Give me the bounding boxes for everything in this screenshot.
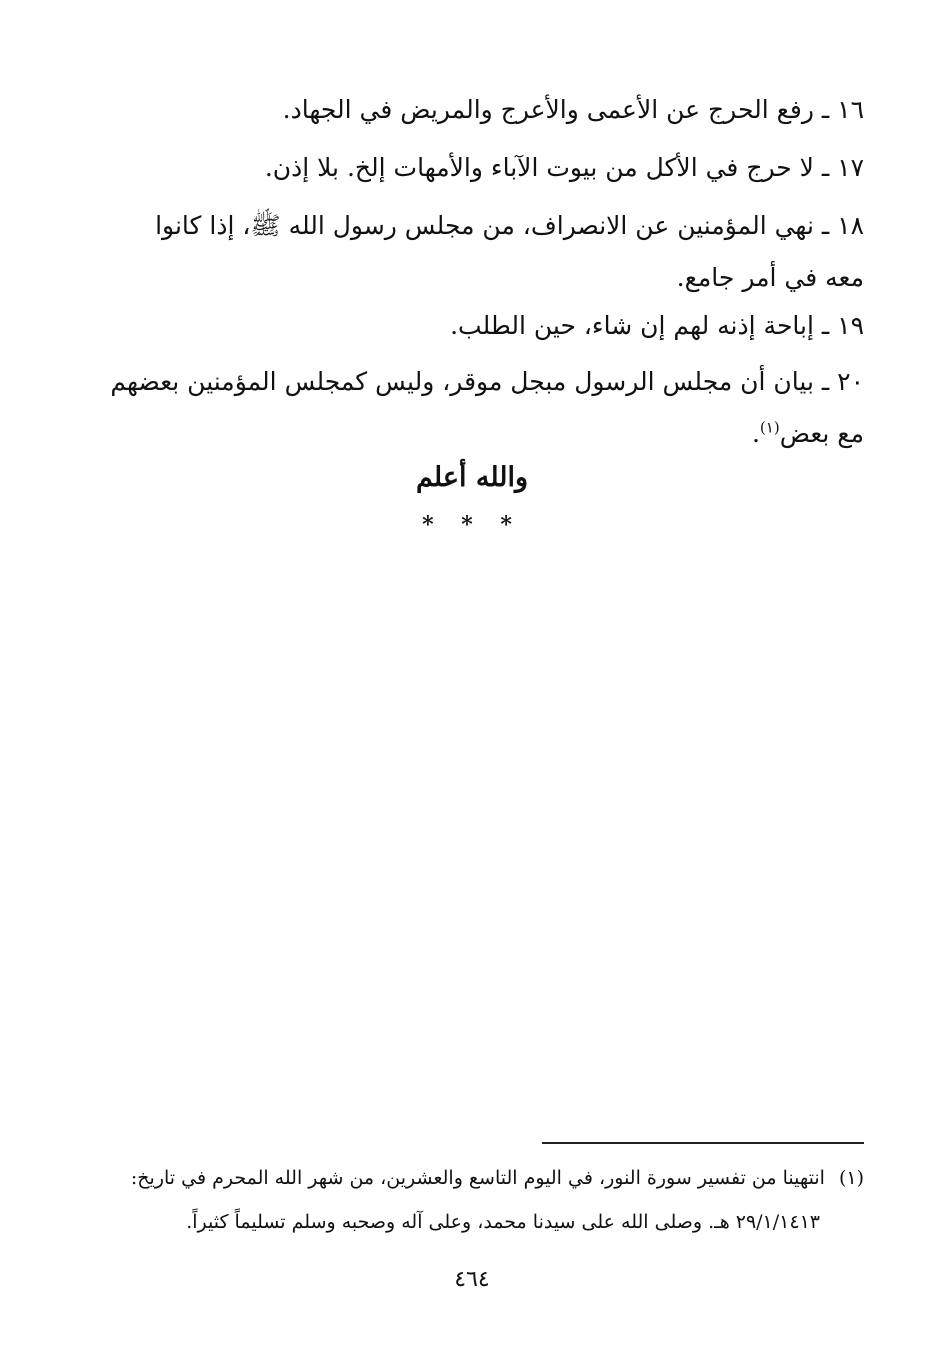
list-item-19 (80, 300, 864, 352)
list-item-18 (80, 200, 864, 304)
item-number: ١٧ (837, 153, 864, 182)
item-separator: ـ (813, 153, 838, 182)
item-text: إباحة إذنه لهم إن شاء، حين الطلب. (450, 311, 814, 340)
footnote-line-1: انتهينا من تفسير سورة النور، في اليوم التاسع والعشرين، من شهر الله المحرم في تاريخ: (130, 1167, 825, 1189)
item-number: ٢٠ (837, 367, 864, 396)
footnote (80, 1156, 864, 1244)
item-separator: ـ (813, 95, 838, 124)
list-item-20 (80, 356, 864, 460)
footnote-line-2: ٢٩/١/١٤١٣ هـ. وصلى الله على سيدنا محمد، وعلى آله وصحبه وسلم تسليماً كثيراً. (186, 1211, 820, 1233)
item-separator: ـ (813, 311, 838, 340)
footnote-separator (542, 1142, 864, 1144)
item-text: لا حرج في الأكل من بيوت الآباء والأمهات إلخ. بلا إذن. (264, 153, 814, 182)
item-continuation: مع بعض (779, 419, 864, 448)
item-tail: . (751, 419, 760, 448)
item-text: بيان أن مجلس الرسول مبجل موقر، وليس كمجلس المؤمنين بعضهم (110, 367, 814, 396)
section-divider-stars: * * * (422, 512, 522, 538)
list-item-16 (80, 84, 864, 136)
item-text: نهي المؤمنين عن الانصراف، من مجلس رسول الله ﷺ، إذا كانوا (155, 211, 814, 240)
item-text: رفع الحرج عن الأعمى والأعرج والمريض في الجهاد. (282, 95, 814, 124)
closing-phrase: والله أعلم (415, 462, 529, 493)
footnote-reference: (١) (759, 418, 780, 437)
item-separator: ـ (813, 211, 838, 240)
item-number: ١٦ (837, 95, 864, 124)
item-continuation: معه في أمر جامع. (676, 263, 864, 292)
list-item-17 (80, 142, 864, 194)
item-number: ١٨ (837, 211, 864, 240)
page-number: ٤٦٤ (454, 1267, 490, 1292)
item-number: ١٩ (837, 311, 864, 340)
footnote-marker: (١) (838, 1167, 864, 1189)
item-separator: ـ (813, 367, 838, 396)
